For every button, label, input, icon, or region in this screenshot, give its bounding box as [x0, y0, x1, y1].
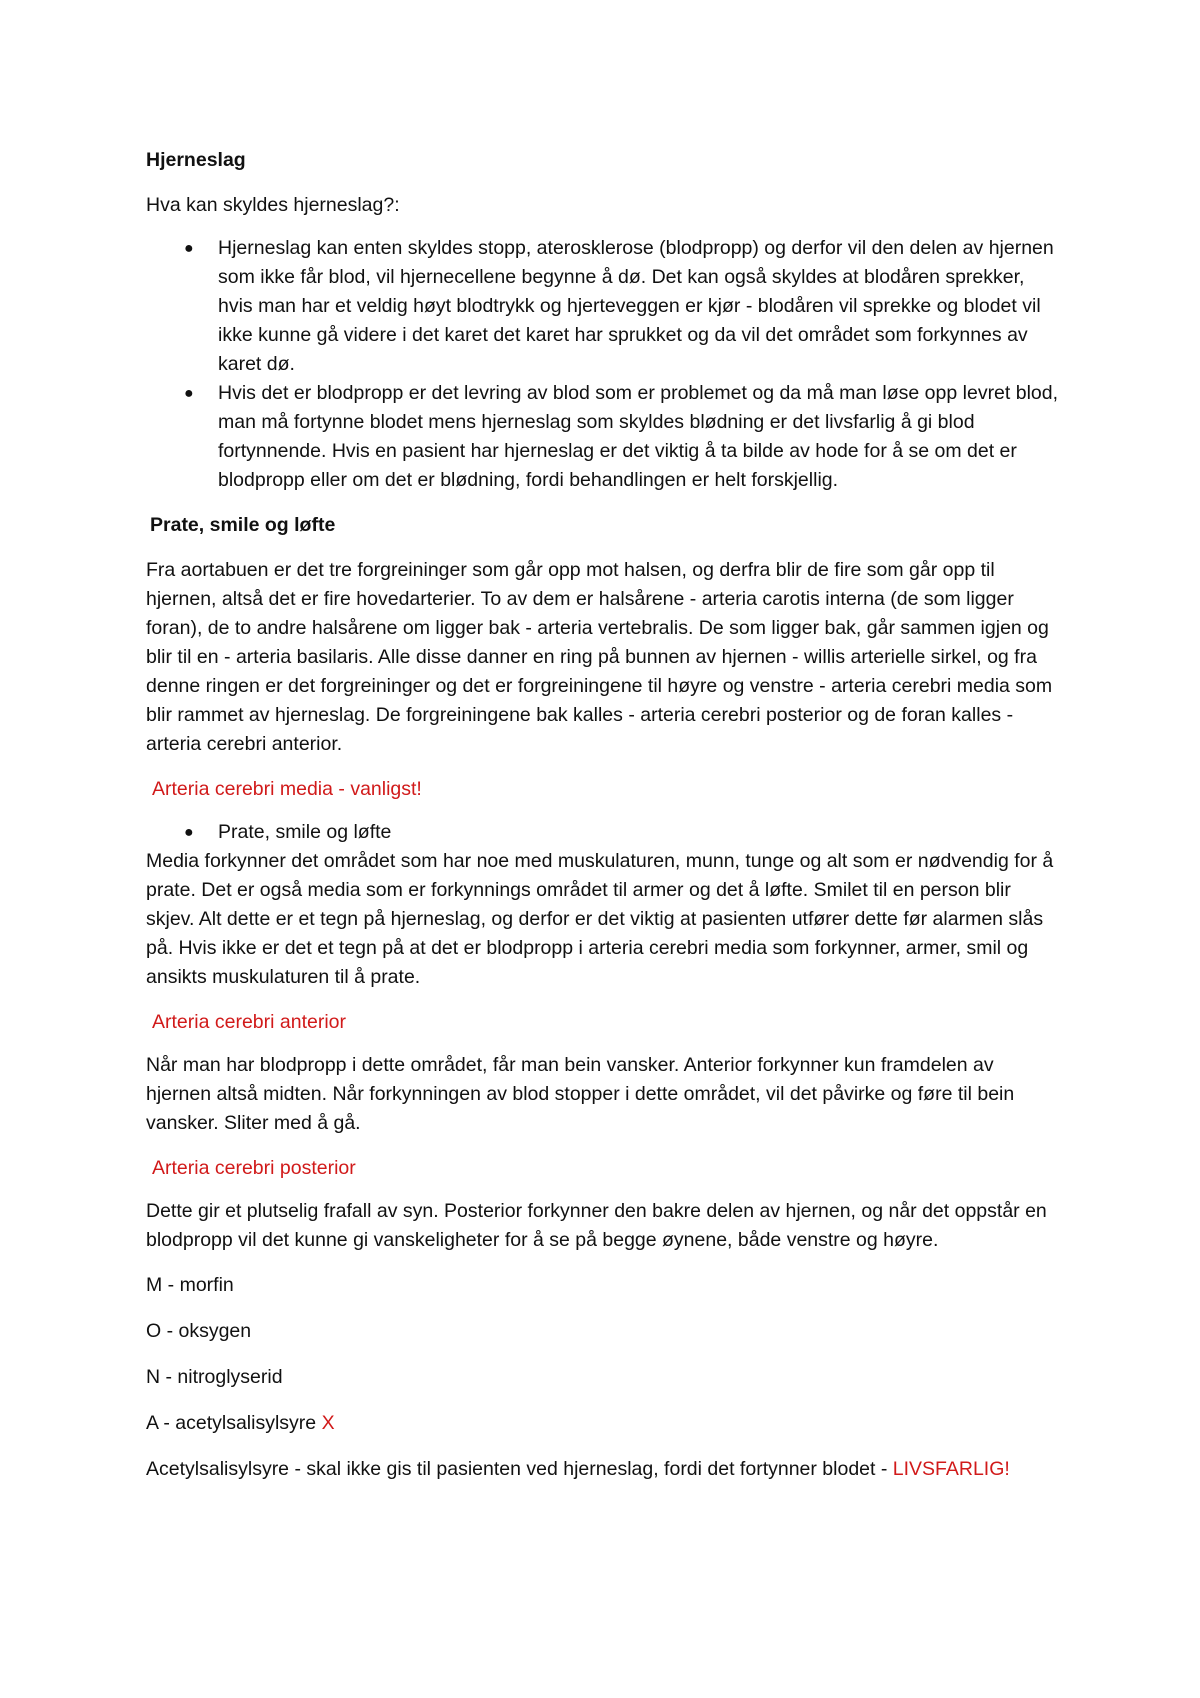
mona-a [146, 1409, 1060, 1438]
warning-line [146, 1455, 1060, 1484]
bullet-icon: ● [184, 824, 194, 841]
section-heading-anterior: Arteria cerebri anterior [152, 1011, 346, 1033]
media-paragraph: Media forkynner det området som har noe med muskulaturen, munn, tunge og alt som er nødvendig for å prate. Det er også media som er forkynnings området til armer og det å løfte. Smilet til en person blir skjev. Alt dette er et tegn på hjerneslag, og derfor er det viktig at pasienten utfører dette før alarmen slås på. Hvis ikke er det et tegn på at det er blodpropp i arteria cerebri media som forkynner, armer, smil og ansikts muskulaturen til å prate. [146, 850, 1054, 988]
posterior-paragraph: Dette gir et plutselig frafall av syn. Posterior forkynner den bakre delen av hjernen, og når det oppstår en blodpropp vil det kunne gi vanskeligheter for å se på begge øynene, både venstre og høyre. [146, 1200, 1047, 1251]
anatomy-paragraph: Fra aortabuen er det tre forgreininger som går opp mot halsen, og derfra blir de fire som går opp til hjernen, altså det er fire hovedarterier. To av dem er halsårene - arteria carotis interna (de som ligger foran), de to andre halsårene om ligger bak - arteria vertebralis. De som ligger bak, går sammen igjen og blir til en - arteria basilaris. Alle disse danner en ring på bunnen av hjernen - willis arterielle sirkel, og fra denne ringen er det forgreininger og det er forgreiningene til høyre og venstre - arteria cerebri media som blir rammet av hjerneslag. De forgreiningene bak kalles - arteria cerebri posterior og de foran kalles - arteria cerebri anterior. [146, 559, 1053, 755]
media-bullet-text: Prate, smile og løfte [218, 821, 392, 843]
bullet-icon: ● [184, 385, 194, 402]
mona-m: M - morfin [146, 1274, 234, 1296]
mona-a-mark: X [321, 1412, 335, 1434]
mona-o: O - oksygen [146, 1320, 252, 1342]
bullet-icon: ● [184, 240, 194, 257]
list-item [146, 818, 1060, 847]
section-heading-posterior: Arteria cerebri posterior [152, 1157, 356, 1179]
list-item [146, 234, 1060, 379]
causes-list [146, 234, 1060, 495]
mona-n: N - nitroglyserid [146, 1366, 283, 1388]
cause-text: Hjerneslag kan enten skyldes stopp, aterosklerose (blodpropp) og derfor vil den delen av hjernen som ikke får blod, vil hjernecellene begynne å dø. Det kan også skyldes at blodåren sprekker, hvis man har et veldig høyt blodtrykk og hjerteveggen er kjør - blodåren vil sprekke og blodet vil ikke kunne gå videre i det karet det karet har sprukket og da vil det området som forkynnes av karet dø. [218, 237, 1054, 375]
question-line: Hva kan skyldes hjerneslag?: [146, 194, 400, 216]
mona-a-text: A - acetylsalisylsyre [146, 1412, 322, 1434]
page-title: Hjerneslag [146, 149, 246, 171]
warning-text: Acetylsalisylsyre - skal ikke gis til pasienten ved hjerneslag, fordi det fortynner blodet - [146, 1458, 893, 1480]
warning-emphasis: LIVSFARLIG! [892, 1458, 1010, 1480]
list-item [146, 379, 1060, 495]
cause-text: Hvis det er blodpropp er det levring av blod som er problemet og da må man løse opp levret blod, man må fortynne blodet mens hjerneslag som skyldes blødning er det livsfarlig å gi blod fortynnende. Hvis en pasient har hjerneslag er det viktig å ta bilde av hode for å se om det er blodpropp eller om det er blødning, fordi behandlingen er helt forskjellig. [218, 382, 1059, 491]
section-heading-prate: Prate, smile og løfte [150, 514, 336, 536]
anterior-paragraph: Når man har blodpropp i dette området, får man bein vansker. Anterior forkynner kun framdelen av hjernen altså midten. Når forkynningen av blod stopper i dette området, vil det påvirke og føre til bein vansker. Sliter med å gå. [146, 1054, 1015, 1134]
section-heading-media: Arteria cerebri media - vanligst! [152, 778, 422, 800]
media-list [146, 818, 1060, 847]
